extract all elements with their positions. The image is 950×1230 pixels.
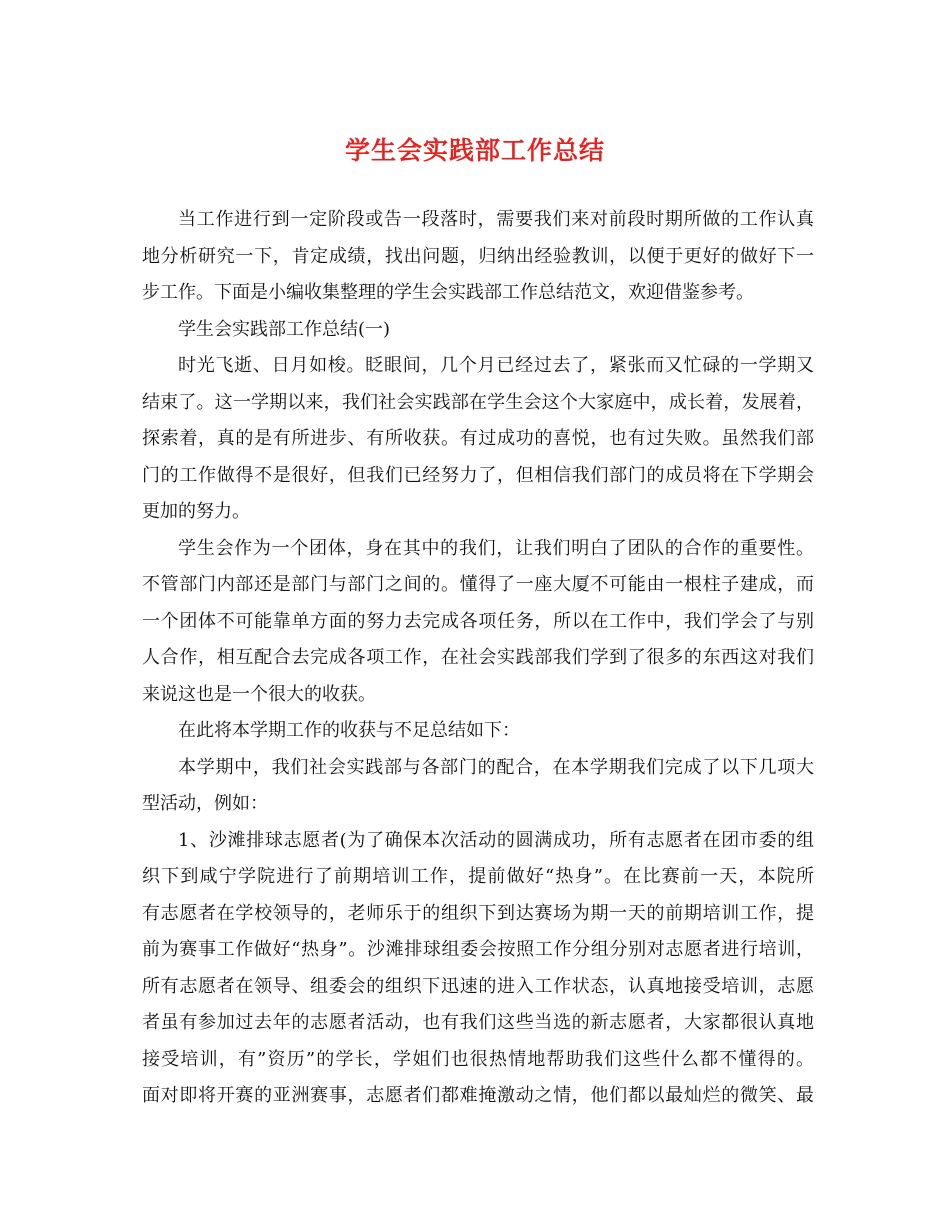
text-line: 不管部门内部还是部门与部门之间的。懂得了一座大厦不可能由一根柱子建成，而: [142, 574, 814, 595]
text-line: 本学期中，我们社会实践部与各部门的配合，在本学期我们完成了以下几项大: [178, 756, 814, 778]
text-line: 地分析研究一下，肯定成绩，找出问题，归纳出经验教训，以便于更好的做好下一: [142, 245, 814, 267]
text-line: 门的工作做得不是很好，但我们已经努力了，但相信我们部门的成员将在下学期会: [142, 464, 814, 486]
text-line: 步工作。下面是小编收集整理的学生会实践部工作总结范文，欢迎借鉴参考。: [142, 282, 754, 303]
text-line: 在此将本学期工作的收获与不足总结如下：: [178, 720, 520, 741]
text-line: 面对即将开赛的亚洲赛事，志愿者们都难掩激动之情，他们都以最灿烂的微笑、最: [142, 1085, 814, 1106]
document-body: [142, 202, 814, 1115]
text-line: 一个团体不可能靠单方面的努力去完成各项任务，所以在工作中，我们学会了与别: [142, 610, 814, 632]
text-line: 者虽有参加过去年的志愿者活动，也有我们这些当选的新志愿者，大家都很认真地: [142, 1012, 814, 1033]
text-line: 来说这也是一个很大的收获。: [142, 683, 376, 705]
document-title: 学生会实践部工作总结: [344, 136, 605, 165]
text-line: 更加的努力。: [142, 501, 250, 522]
text-line: 型活动，例如：: [142, 793, 268, 814]
text-line: 探索着，真的是有所进步、有所收获。有过成功的喜悦，也有过失败。虽然我们部: [142, 428, 814, 449]
text-line: 当工作进行到一定阶段或告一段落时，需要我们来对前段时期所做的工作认真: [178, 209, 814, 230]
text-line: 前为赛事工作做好“热身”。沙滩排球组委会按照工作分组分别对志愿者进行培训，: [142, 939, 814, 960]
text-line: 时光飞逝、日月如梭。眨眼间，几个月已经过去了，紧张而又忙碌的一学期又: [178, 355, 814, 376]
text-line: 结束了。这一学期以来，我们社会实践部在学生会这个大家庭中，成长着，发展着，: [142, 391, 814, 413]
text-line: 织下到咸宁学院进行了前期培训工作，提前做好“热身”。在比赛前一天，本院所: [142, 866, 814, 887]
text-line: 人合作，相互配合去完成各项工作，在社会实践部我们学到了很多的东西这对我们: [142, 647, 814, 668]
text-line: 所有志愿者在领导、组委会的组织下迅速的进入工作状态，认真地接受培训，志愿: [142, 975, 814, 997]
text-line: 有志愿者在学校领导的，老师乐于的组织下到达赛场为期一天的前期培训工作，提: [142, 902, 814, 924]
text-line: 学生会作为一个团体，身在其中的我们，让我们明白了团队的合作的重要性。: [178, 537, 814, 559]
text-line: 接受培训，有”资历”的学长，学姐们也很热情地帮助我们这些什么都不懂得的。: [142, 1048, 814, 1070]
text-line: 1、沙滩排球志愿者(为了确保本次活动的圆满成功，所有志愿者在团市委的组: [178, 829, 814, 851]
section-heading: 学生会实践部工作总结(一): [178, 318, 391, 340]
